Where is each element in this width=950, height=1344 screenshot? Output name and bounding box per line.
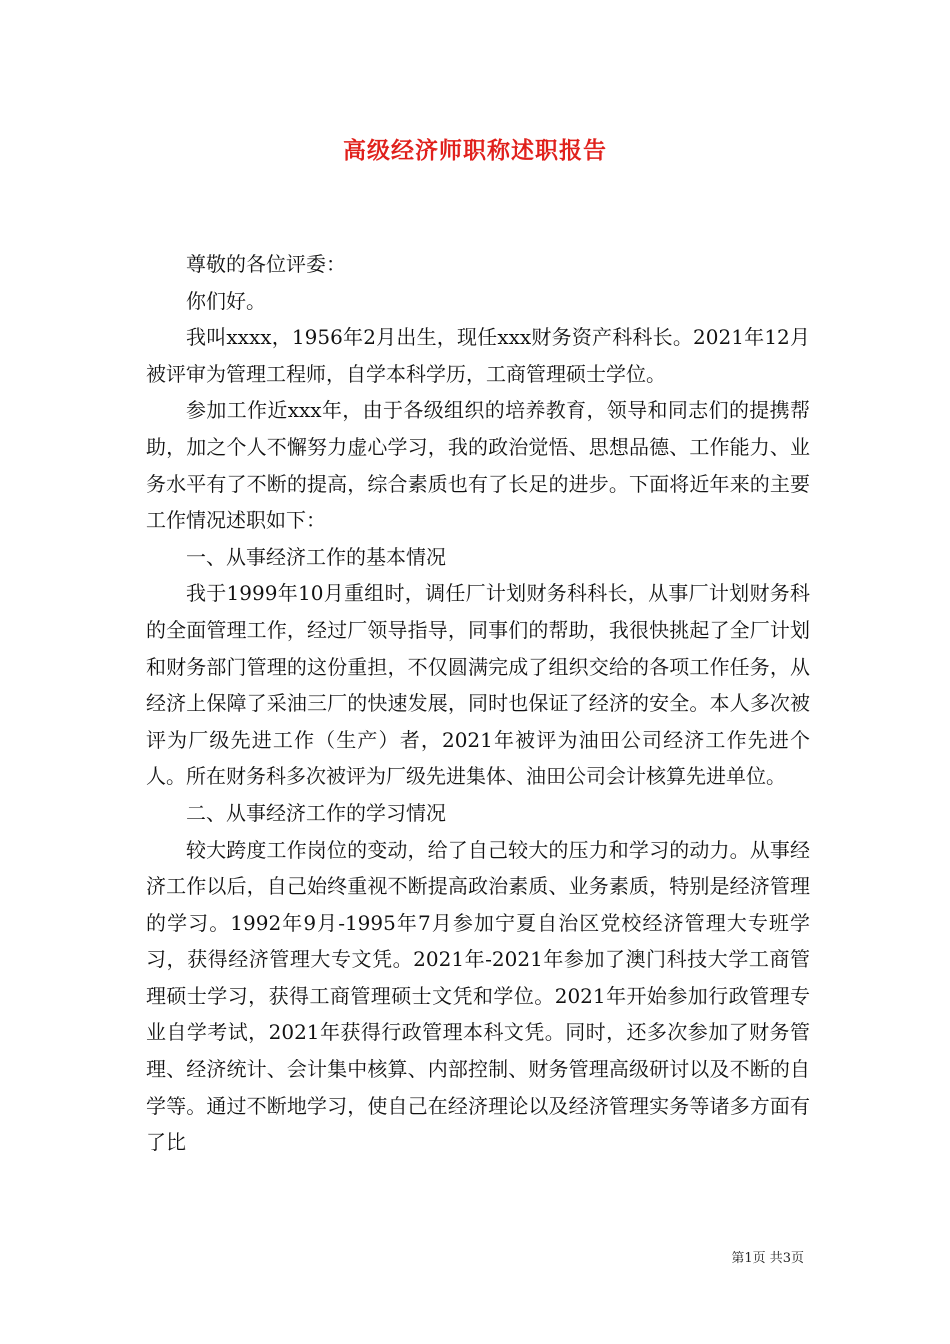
greeting: 你们好。 (186, 288, 266, 313)
salutation: 尊敬的各位评委： (186, 252, 346, 276)
section-heading-2: 二、从事经济工作的学习情况 (186, 800, 446, 825)
paragraph-overview: 参加工作近xxx年，由于各级组织的培养教育，领导和同志们的提携帮助，加之个人不懈努力虚心学习，我的政治觉悟、思想品德、工作能力、业务水平有了不断的提高，综合素质也有了长足的进步。下面将近年来的主要工作情况述职如下： (146, 398, 810, 533)
section-heading-1: 一、从事经济工作的基本情况 (186, 544, 446, 569)
paragraph-study: 较大跨度工作岗位的变动，给了自己较大的压力和学习的动力。从事经济工作以后，自己始终重视不断提高政治素质、业务素质，特别是经济管理的学习。1992年9月-1995年7月参加宁夏自治区党校经济管理大专班学习，获得经济管理大专文凭。2021年-2021年参加了澳门科技大学工商管理硕士学习，获得工商管理硕士文凭和学位。2021年开始参加行政管理专业自学考试，2021年获得行政管理本科文凭。同时，还多次参加了财务管理、经济统计、会计集中核算、内部控制、财务管理高级研讨以及不断的自学等。通过不断地学习，使自己在经济理论以及经济管理实务等诸多方面有了比 (146, 837, 810, 1155)
document-body (146, 246, 810, 1161)
paragraph-intro: 我叫xxxx，1956年2月出生，现任xxx财务资产科科长。2021年12月被评审为管理工程师，自学本科学历，工商管理硕士学位。 (146, 325, 810, 386)
page-number: 第1页 共3页 (731, 1251, 804, 1266)
document-title: 高级经济师职称述职报告 (343, 137, 607, 164)
paragraph-work: 我于1999年10月重组时，调任厂计划财务科科长，从事厂计划财务科的全面管理工作，经过厂领导指导，同事们的帮助，我很快挑起了全厂计划和财务部门管理的这份重担，不仅圆满完成了组织交给的各项工作任务，从经济上保障了采油三厂的快速发展，同时也保证了经济的安全。本人多次被评为厂级先进工作（生产）者，2021年被评为油田公司经济工作先进个人。所在财务科多次被评为厂级先进集体、油田公司会计核算先进单位。 (146, 581, 810, 789)
